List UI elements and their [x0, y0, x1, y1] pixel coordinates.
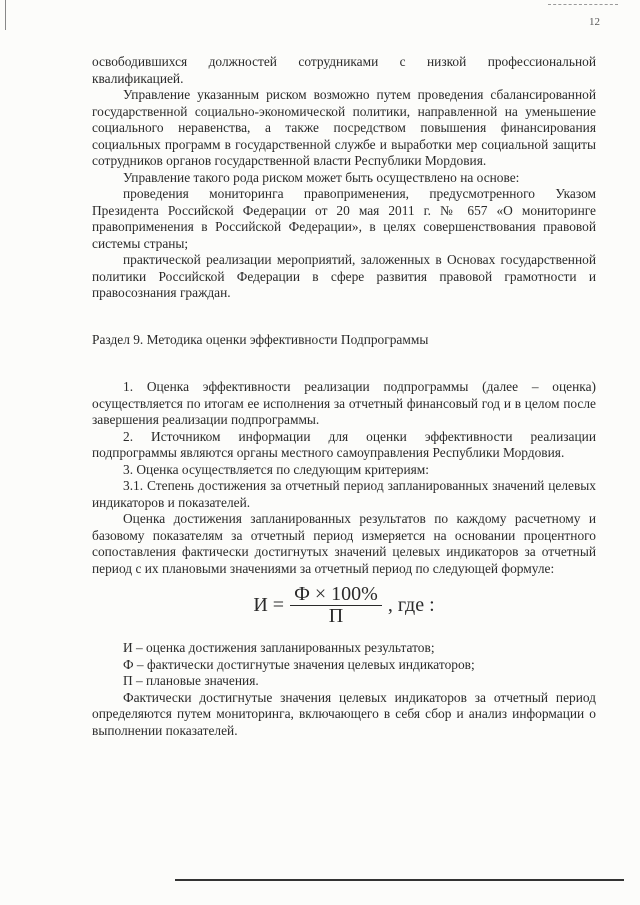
footer-rule	[175, 879, 624, 881]
scan-edge-mark	[5, 0, 6, 30]
legend-item: И – оценка достижения запланированных результатов;	[123, 640, 435, 655]
legend-item: Ф – фактически достигнутые значения целевых индикаторов;	[123, 656, 475, 672]
formula-fraction	[290, 583, 382, 627]
formula-numerator: Ф × 100%	[290, 586, 382, 606]
formula	[92, 583, 596, 627]
paragraph: Фактически достигнутые значения целевых индикаторов за отчетный период определяются путем мониторинга, включающего в себя сбор и анализ информации о выполнении показателей.	[92, 689, 596, 738]
paragraph: 3. Оценка осуществляется по следующим критериям:	[123, 461, 429, 477]
document-body	[92, 54, 596, 739]
paragraph: 2. Источником информации для оценки эффективности реализации подпрограммы являются органы местного самоуправления Республики Мордовия.	[92, 428, 596, 460]
paragraph: 3.1. Степень достижения за отчетный период запланированных значений целевых индикаторов и показателей.	[92, 478, 596, 510]
paragraph: Управление указанным риском возможно путем проведения сбалансированной государственной социально-экономической политики, направленной на уменьшение социального неравенства, а также посредством повышения финансирования социальных программ в государственной службе и выработки мер социальной защиты сотрудников органов государственной власти Республики Мордовия.	[92, 87, 596, 168]
formula-lhs: И =	[253, 593, 285, 616]
page-number: 12	[589, 16, 600, 28]
paragraph: Оценка достижения запланированных результатов по каждому расчетному и базовому показателям за отчетный период измеряется на основании процентного сопоставления фактически достигнутых значений целевых индикаторов за отчетный период с их плановыми значениями за отчетный период по следующей формуле:	[92, 511, 596, 576]
section-title: Раздел 9. Методика оценки эффективности Подпрограммы	[92, 331, 429, 347]
legend-item: П – плановые значения.	[123, 673, 259, 688]
paragraph: 1. Оценка эффективности реализации подпрограммы (далее – оценка) осуществляется по итогам ее исполнения за отчетный финансовый год и в целом после завершения реализации подпрограммы.	[92, 379, 596, 427]
formula-suffix: , где :	[387, 593, 435, 616]
scan-artifact	[548, 4, 618, 6]
paragraph: практической реализации мероприятий, заложенных в Основах государственной политики Российской Федерации в сфере развития правовой грамотности и правосознания граждан.	[92, 252, 596, 300]
formula-denominator: П	[328, 604, 344, 627]
paragraph: Управление такого рода риском может быть осуществлено на основе:	[123, 169, 520, 185]
paragraph: проведения мониторинга правоприменения, предусмотренного Указом Президента Российской Федерации от 20 мая 2011 г. № 657 «О мониторинге правоприменения в Российской Федерации», в целях совершенствования правовой системы страны;	[92, 186, 596, 251]
paragraph: освободившихся должностей сотрудниками с низкой профессиональной квалификацией.	[92, 54, 596, 86]
